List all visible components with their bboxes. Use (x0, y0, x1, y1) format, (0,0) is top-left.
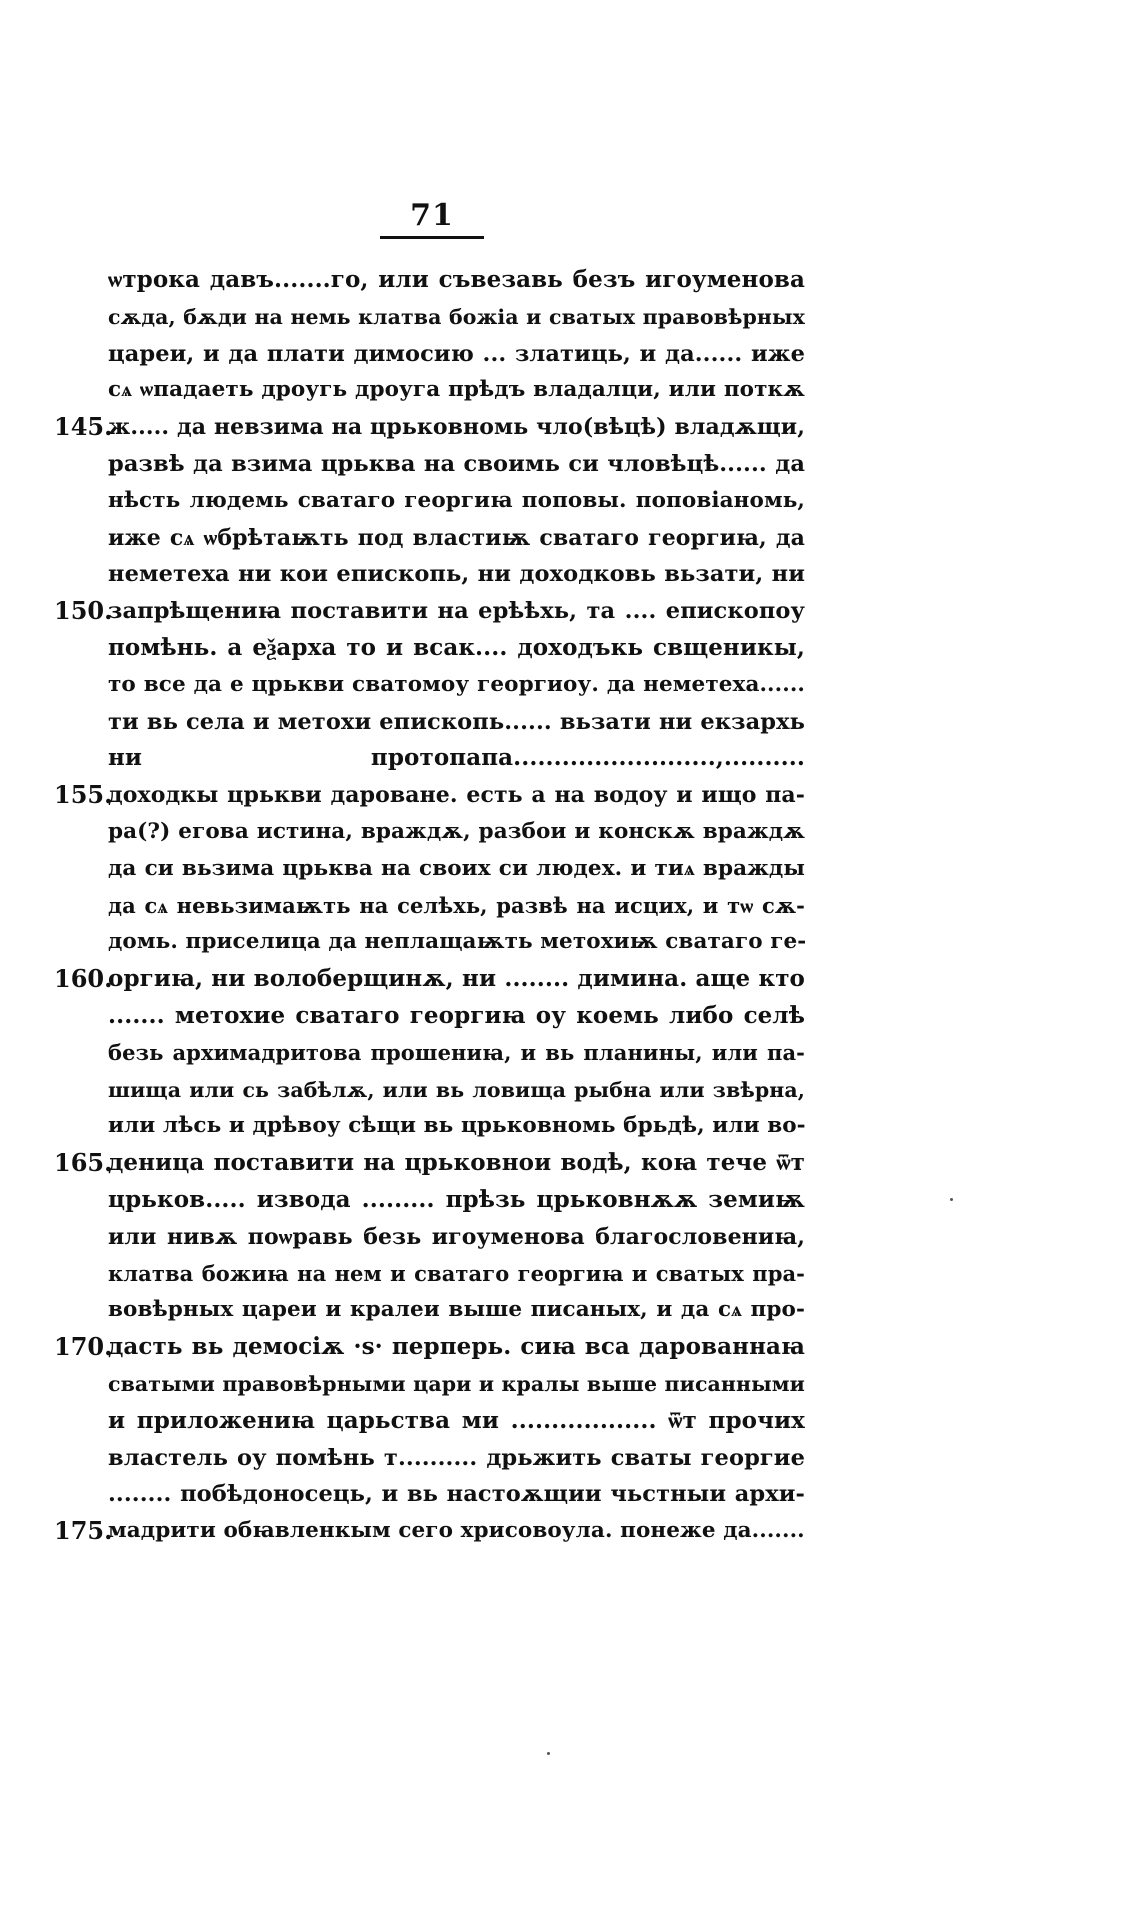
text-line: развѣ да взима црьква на своимь си чловѣцѣ...... да (108, 451, 805, 477)
line-number: 170. (54, 1332, 113, 1361)
text-line: сѧ ѡпадаеть дроугь дроуга прѣдъ владалци, или поткѫ (108, 377, 805, 402)
scan-speck (547, 1752, 550, 1755)
line-number: 145. (54, 412, 113, 441)
text-line: властель оу помѣнь т.......... дрьжить сваты георгие (108, 1445, 805, 1471)
text-line: ж..... да невзима на црьковномь чло(вѣцѣ) владѫщи, (108, 414, 805, 440)
text-line: иже сѧ ѡбрѣтаѭть под властиѭ сватаго георгиꙗ, да (108, 525, 805, 551)
text-line: запрѣщениꙗ поставити на ерѣѣхь, та .... епископоу (108, 598, 805, 624)
text-line: помѣнь. а еѯарха то и всак.... доходъкь свщеникы, (108, 634, 805, 661)
page-number-rule (380, 236, 484, 239)
line-number: 175. (54, 1516, 113, 1545)
text-line: сватыми правовѣрными цари и кралы выше писанными (108, 1372, 805, 1396)
line-number: 165. (54, 1148, 113, 1177)
text-line: ни протопапа.........................,.......... (108, 744, 805, 771)
line-number: 155. (54, 780, 113, 809)
scan-speck (950, 1198, 953, 1201)
text-line: да сѧ невьзимаѭть на селѣхь, развѣ на исцих, и тѡ сѫ- (108, 893, 805, 918)
text-line: дасть вь демосіѫ ·s· перперь. сиꙗ вса дарованнаꙗ (108, 1333, 805, 1360)
line-number: 160. (54, 964, 113, 993)
text-line: црьков..... извода ......... прѣзь црьковнѫѫ земиѭ (108, 1186, 805, 1213)
text-line: ти вь села и метохи епископь...... вьзати ни екзархь (108, 709, 805, 735)
text-line: нѣсть людемь сватаго георгиꙗ поповы. поповіаномь, (108, 488, 805, 513)
text-line: клатва божиꙗ на нем и сватаго георгиꙗ и сватых пра- (108, 1261, 805, 1286)
text-line: ра(?) егова истина, враждѫ, разбои и конскѫ враждѫ (108, 819, 805, 844)
text-line: домь. приселица да неплащаѭть метохиѭ сватаго ге- (108, 929, 807, 954)
line-number: 150. (54, 596, 113, 625)
text-line: сѫда, бѫди на немь клатва божіа и сватых правовѣрных (108, 305, 805, 329)
text-line: ѡтрока давъ.......го, или съвезавь безъ игоуменова (108, 266, 805, 293)
text-line: оргиꙗ, ни волоберщинѫ, ни ........ димина. аще кто (108, 965, 805, 992)
page-number: 71 (410, 198, 454, 233)
text-line: и приложениꙗ царьства ми .................. ѿт прочих (108, 1407, 805, 1434)
text-line: доходкы црькви дароване. есть а на водоу и ищо па- (108, 782, 805, 808)
text-line: неметеха ни кои епископь, ни доходковь вьзати, ни (108, 561, 805, 587)
text-line: деница поставити на црьковнои водѣ, коꙗ тече ѿт (108, 1149, 805, 1176)
text-line: вовѣрных цареи и кралеи выше писаных, и да сѧ про- (108, 1297, 805, 1322)
text-line: то все да е црькви сватомоу георгиоу. да неметеха...... (108, 672, 805, 697)
text-line: или лѣсь и дрѣвоу сѣщи вь црьковномь брьдѣ, или во- (108, 1113, 806, 1138)
text-line: безь архимадритова прошениꙗ, и вь планины, или па- (108, 1040, 805, 1065)
text-line: да си вьзима црьква на своих си людех. и тиѧ вражды (108, 856, 805, 881)
text-line: ....... метохие сватаго георгиꙗ оу коемь либо селѣ (108, 1002, 805, 1029)
text-line: мадрити обꙗвленкым сего хрисовоула. понеже да....... (108, 1518, 805, 1543)
text-line: цареи, и да плати димосию ... златиць, и да...... иже (108, 341, 805, 367)
text-line: шища или сь забѣлѫ, или вь ловища рыбна или звѣрна, (108, 1078, 805, 1102)
text-line: или нивѫ поѡравь безь игоуменова благословениꙗ, (108, 1224, 805, 1250)
text-line: ........ побѣдоносець, и вь настоѫщии чьстныи архи- (108, 1481, 805, 1507)
